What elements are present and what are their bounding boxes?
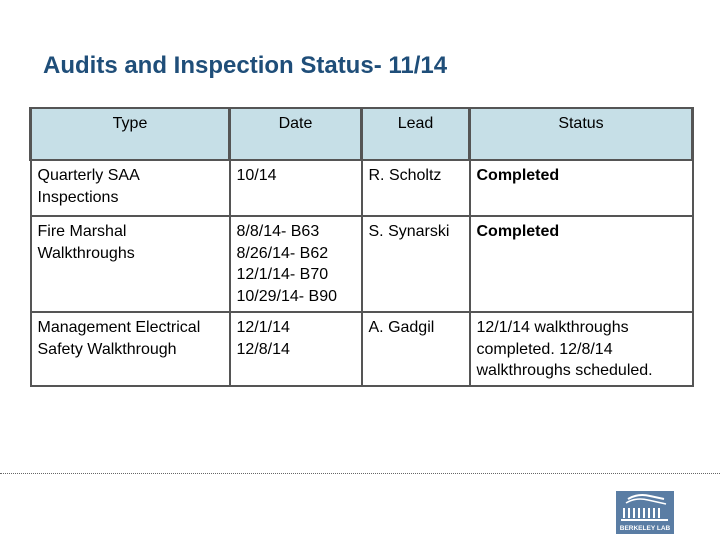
header-date: Date: [230, 108, 362, 160]
berkeley-lab-logo-icon: [616, 491, 674, 534]
header-type: Type: [31, 108, 230, 160]
header-status: Status: [470, 108, 693, 160]
cell-date: 8/8/14- B63 8/26/14- B62 12/1/14- B70 10/29/14- B90: [230, 216, 362, 312]
page-title: Audits and Inspection Status- 11/14: [43, 52, 448, 79]
cell-status: Completed: [470, 160, 693, 216]
table-row: [31, 312, 693, 386]
cell-status: Completed: [470, 216, 693, 312]
footer-divider: [0, 473, 720, 474]
cell-date: 10/14: [230, 160, 362, 216]
header-lead: Lead: [362, 108, 470, 160]
cell-lead: A. Gadgil: [362, 312, 470, 386]
audits-status-table: [29, 107, 694, 387]
table-row: [31, 160, 693, 216]
logo-text: BERKELEY LAB: [619, 525, 671, 532]
cell-date: 12/1/14 12/8/14: [230, 312, 362, 386]
table-row: [31, 216, 693, 312]
cell-status: 12/1/14 walkthroughs completed. 12/8/14 walkthroughs scheduled.: [470, 312, 693, 386]
cell-lead: S. Synarski: [362, 216, 470, 312]
cell-type: Management Electrical Safety Walkthrough: [31, 312, 230, 386]
cell-type: Fire Marshal Walkthroughs: [31, 216, 230, 312]
table-header-row: [31, 108, 693, 160]
cell-lead: R. Scholtz: [362, 160, 470, 216]
cell-type: Quarterly SAA Inspections: [31, 160, 230, 216]
